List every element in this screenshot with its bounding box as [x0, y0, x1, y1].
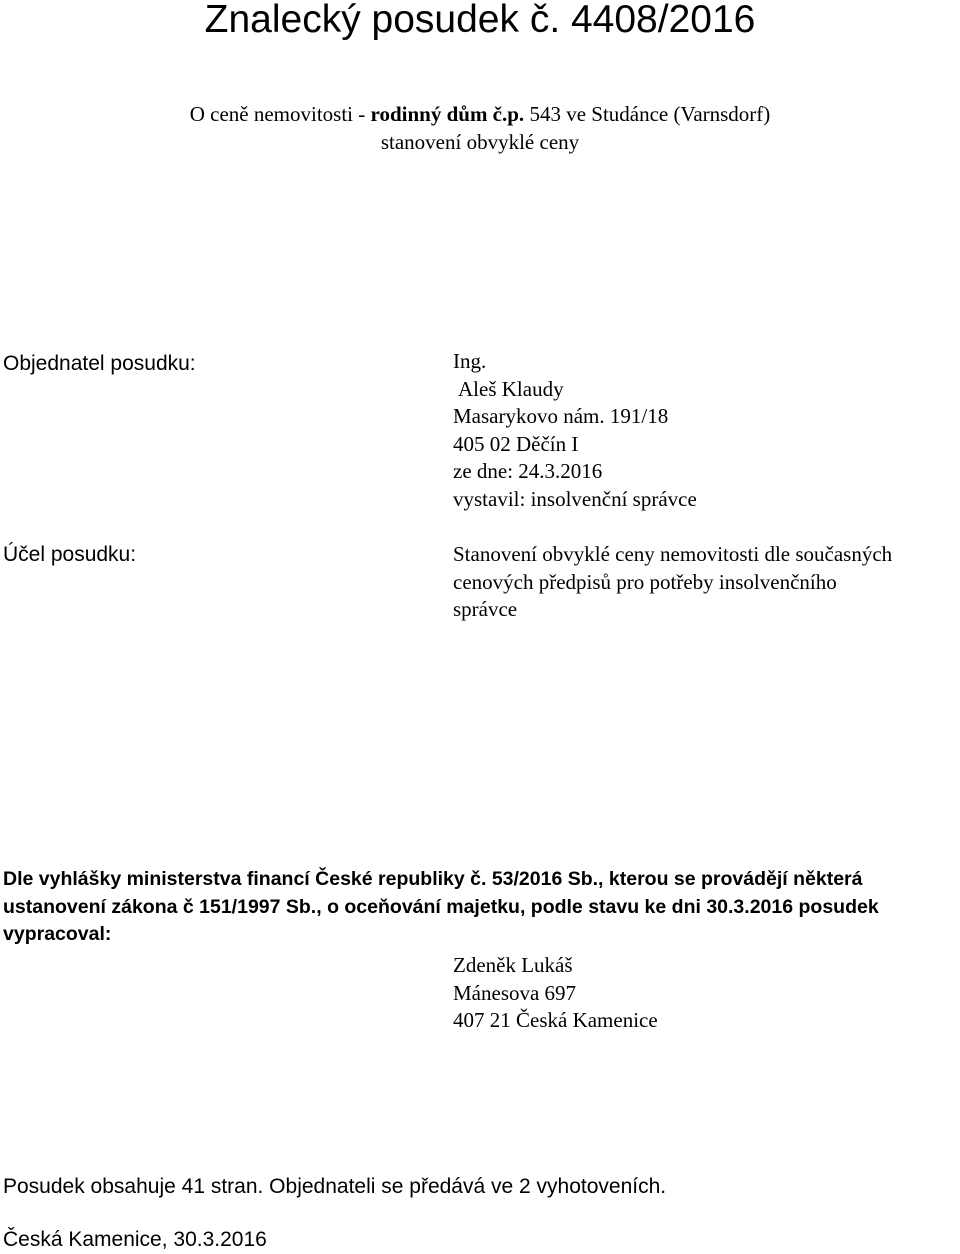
client-line: Aleš Klaudy — [458, 376, 564, 401]
client-line: Ing. — [453, 349, 487, 373]
author-line: Zdeněk Lukáš — [453, 953, 573, 977]
decree-statement — [3, 866, 879, 949]
purpose-details — [453, 541, 892, 624]
client-label: Objednatel posudku: — [3, 352, 196, 375]
purpose-line: správce — [453, 597, 518, 621]
author-line: Mánesova 697 — [453, 980, 577, 1005]
client-line: vystavil: insolvenční správce — [453, 486, 697, 511]
subtitle-line-1 — [0, 100, 960, 128]
author-details — [453, 952, 658, 1035]
purpose-line: cenových předpisů pro potřeby insolvenčního — [453, 569, 837, 594]
client-line: 405 02 Děčín I — [453, 431, 579, 456]
client-details — [453, 348, 697, 513]
pages-note: Posudek obsahuje 41 stran. Objednateli se předává ve 2 vyhotoveních. — [3, 1175, 667, 1198]
author-line: 407 21 Česká Kamenice — [453, 1008, 658, 1032]
subtitle-property-type: rodinný dům č.p. — [370, 102, 525, 126]
decree-line: Dle vyhlášky ministerstva financí České republiky č. 53/2016 Sb., kterou se provádějí některá — [3, 868, 863, 890]
place-date: Česká Kamenice, 30.3.2016 — [3, 1228, 267, 1251]
document-subtitle — [0, 100, 960, 156]
subtitle-line-2: stanovení obvyklé ceny — [380, 130, 580, 154]
purpose-line: Stanovení obvyklé ceny nemovitosti dle současných — [453, 542, 893, 566]
purpose-label: Účel posudku: — [3, 543, 137, 566]
subtitle-suffix: 543 ve Studánce (Varnsdorf) — [524, 102, 771, 126]
client-line: ze dne: 24.3.2016 — [453, 459, 603, 483]
document-title: Znalecký posudek č. 4408/2016 — [204, 0, 756, 41]
decree-line: vypracoval: — [3, 923, 112, 945]
subtitle-prefix: O ceně nemovitosti - — [189, 102, 371, 126]
decree-line: ustanovení zákona č 151/1997 Sb., o oceňování majetku, podle stavu ke dni 30.3.2016 posudek — [3, 895, 879, 918]
client-line: Masarykovo nám. 191/18 — [453, 404, 669, 428]
